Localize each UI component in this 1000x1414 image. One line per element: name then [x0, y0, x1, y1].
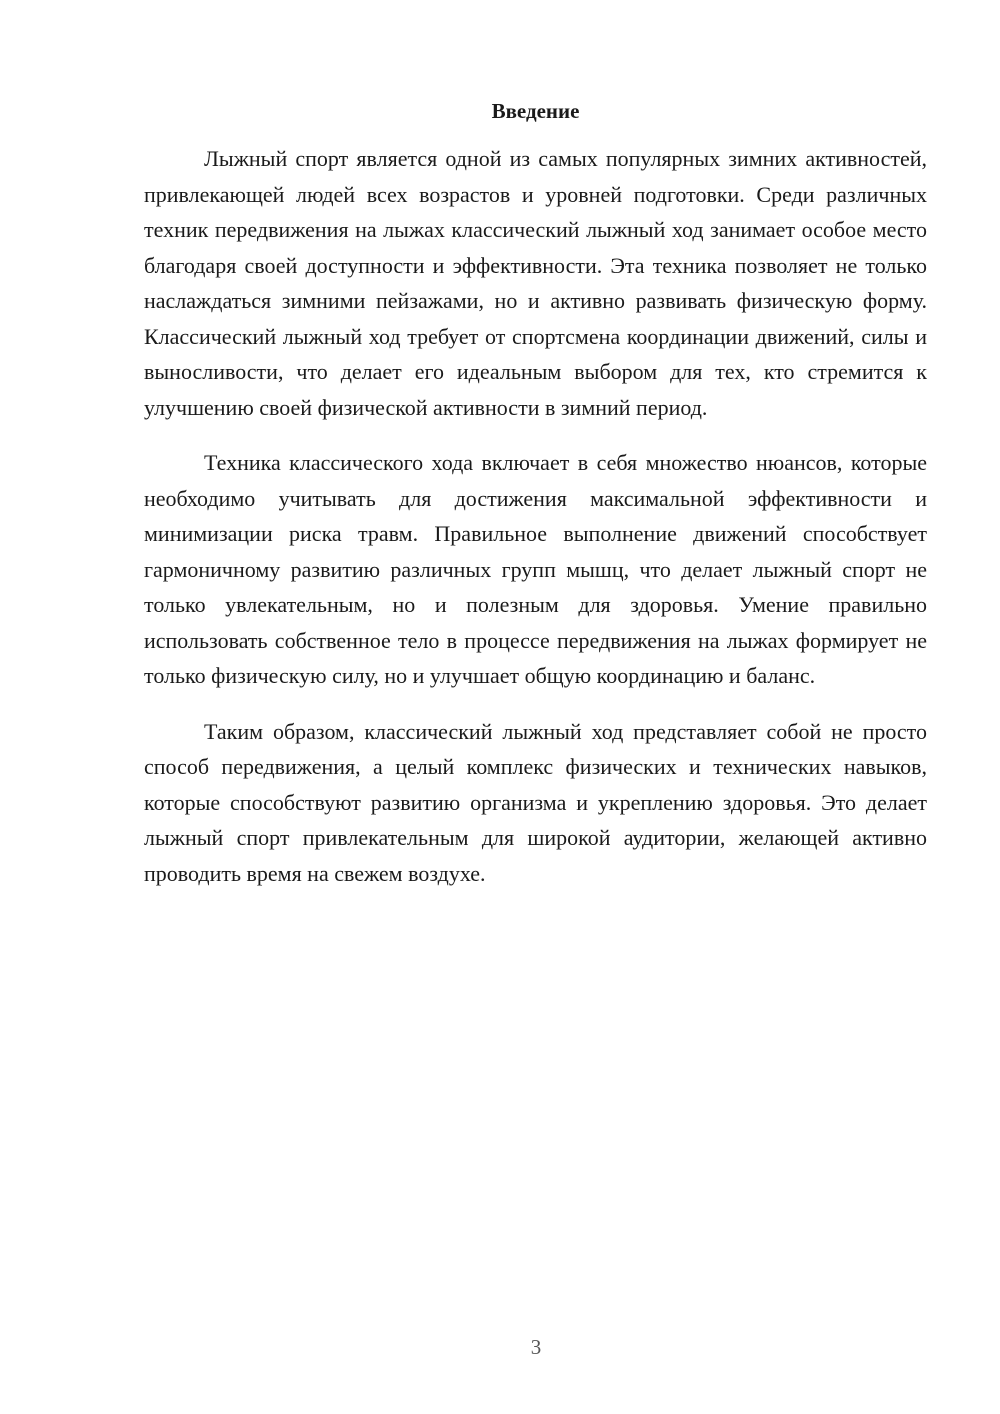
- body-text: [144, 141, 927, 911]
- page-number: 3: [530, 1335, 542, 1359]
- paragraph-2: Техника классического хода включает в себя множество нюансов, которые необходимо учитывать для достижения максимальной эффективности и минимизации риска травм. Правильное выполнение движений способствует гармоничному развитию различных групп мышц, что делает лыжный спорт не только увлекательным, но и полезным для здоровья. Умение правильно использовать собственное тело в процессе передвижения на лыжах формирует не только физическую силу, но и улучшает общую координацию и баланс.: [144, 450, 927, 688]
- section-title: Введение: [491, 99, 580, 123]
- paragraph-1: Лыжный спорт является одной из самых популярных зимних активностей, привлекающей людей всех возрастов и уровней подготовки. Среди различных техник передвижения на лыжах классический лыжный ход занимает особое место благодаря своей доступности и эффективности. Эта техника позволяет не только наслаждаться зимними пейзажами, но и активно развивать физическую форму. Классический лыжный ход требует от спортсмена координации движений, силы и выносливости, что делает его идеальным выбором для тех, кто стремится к улучшению своей физической активности в зимний период.: [144, 146, 927, 420]
- paragraph-3: Таким образом, классический лыжный ход представляет собой не просто способ передвижения, а целый комплекс физических и технических навыков, которые способствуют развитию организма и укреплению здоровья. Это делает лыжный спорт привлекательным для широкой аудитории, желающей активно проводить время на свежем воздухе.: [144, 718, 927, 886]
